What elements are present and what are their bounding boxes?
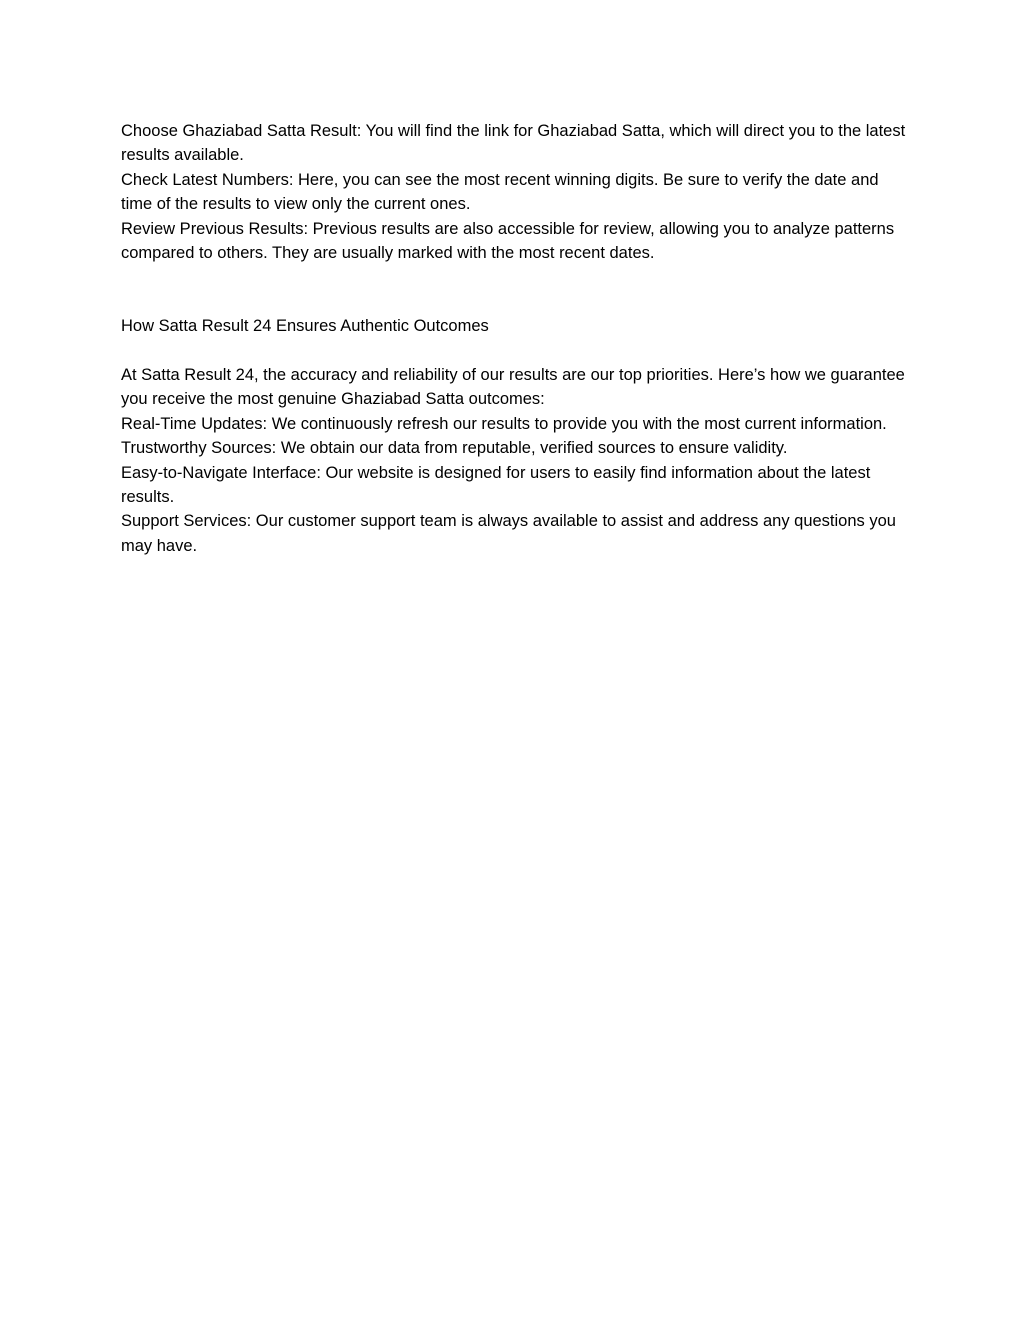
paragraph-intro: At Satta Result 24, the accuracy and reliability of our results are our top priorities. Here’s how we guarantee you receive the most genuine Ghaziabad Satta outcomes: (121, 366, 905, 409)
paragraph-trustworthy-sources: Trustworthy Sources: We obtain our data from reputable, verified sources to ensure validity. (121, 439, 788, 458)
paragraph-check-latest-numbers: Check Latest Numbers: Here, you can see the most recent winning digits. Be sure to verify the date and time of the results to view only the current ones. (121, 170, 879, 214)
paragraph-spacer (121, 265, 911, 314)
paragraph-real-time-updates: Real-Time Updates: We continuously refresh our results to provide you with the most current information. (121, 414, 887, 433)
paragraph-support-services: Support Services: Our customer support team is always available to assist and address any questions you may have. (121, 512, 896, 555)
section-heading: How Satta Result 24 Ensures Authentic Outcomes (121, 317, 489, 336)
paragraph-easy-navigate-interface: Easy-to-Navigate Interface: Our website is designed for users to easily find information about the latest results. (121, 463, 871, 507)
paragraph-choose-result: Choose Ghaziabad Satta Result: You will find the link for Ghaziabad Satta, which will direct you to the latest results available. (121, 122, 906, 165)
paragraph-spacer (121, 339, 911, 363)
paragraph-review-previous-results: Review Previous Results: Previous results are also accessible for review, allowing you to analyze patterns compared to others. They are usually marked with the most recent dates. (121, 219, 895, 263)
document-body (121, 119, 911, 558)
